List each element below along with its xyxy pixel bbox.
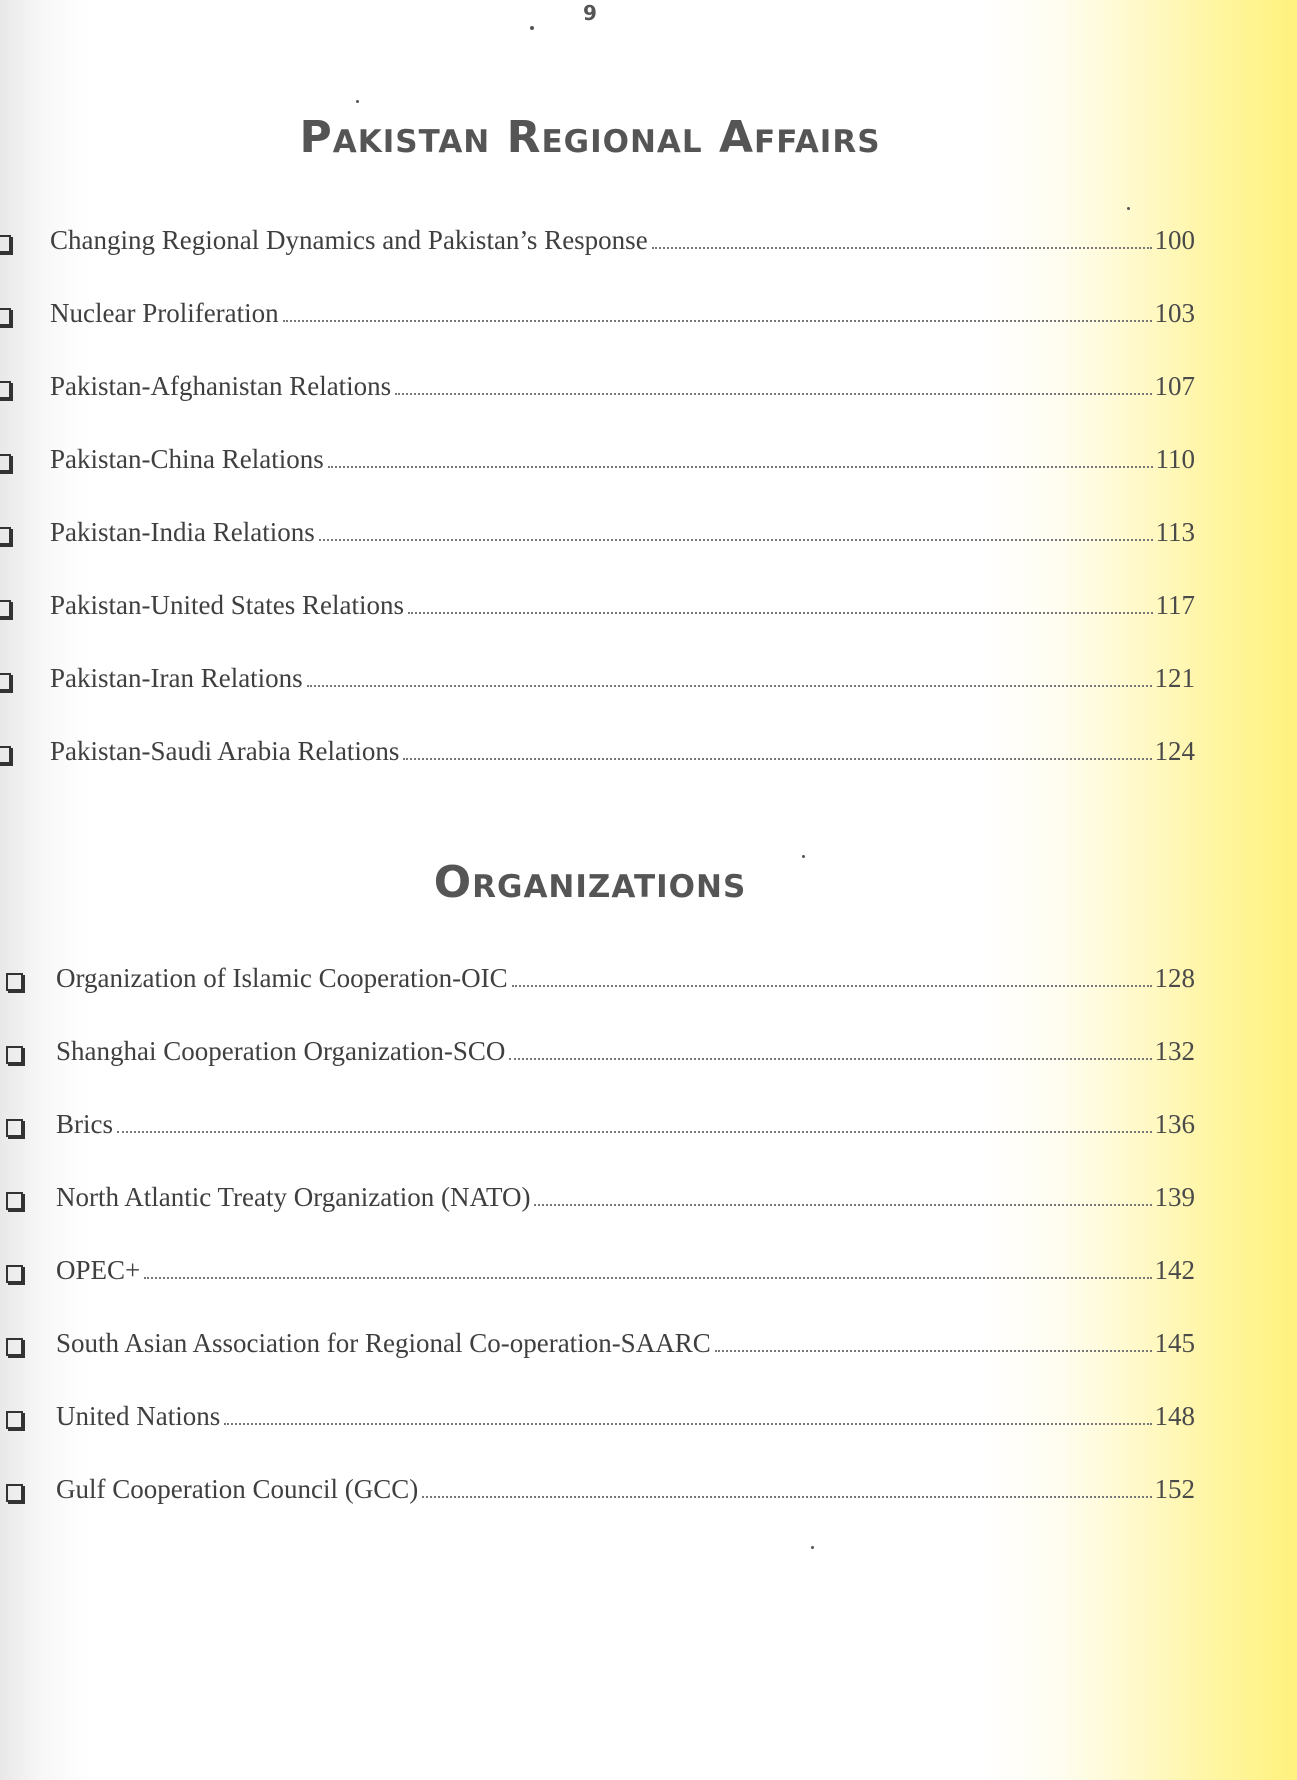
toc-list-organizations	[0, 960, 1195, 1544]
toc-row	[56, 960, 1195, 996]
checkbox-icon	[6, 1192, 23, 1210]
toc-entry-title: Pakistan-India Relations	[50, 517, 315, 547]
checkbox-icon	[6, 1046, 23, 1064]
section-title-regional-affairs: Pakistan Regional Affairs	[299, 112, 881, 163]
toc-entry-page: 132	[1154, 1036, 1195, 1066]
toc-row	[50, 368, 1195, 404]
toc-entry[interactable]	[0, 295, 1195, 368]
dot-leader	[408, 612, 1153, 614]
toc-row	[50, 587, 1195, 623]
toc-entry[interactable]	[0, 514, 1195, 587]
toc-entry-title: Pakistan-Iran Relations	[50, 663, 303, 693]
dot-leader	[512, 985, 1152, 987]
section-title-organizations: Organizations	[433, 857, 747, 908]
toc-entry[interactable]	[0, 1179, 1195, 1252]
dot-leader	[652, 247, 1152, 249]
toc-entry-title: Pakistan-China Relations	[50, 444, 324, 474]
toc-row	[56, 1033, 1195, 1069]
toc-entry-title: Nuclear Proliferation	[50, 298, 279, 328]
toc-row	[56, 1398, 1195, 1434]
toc-entry-page: 148	[1154, 1401, 1195, 1431]
toc-entry-title: North Atlantic Treaty Organization (NATO)	[56, 1182, 531, 1212]
toc-row	[50, 295, 1195, 331]
scan-speck	[1127, 207, 1130, 210]
toc-row	[50, 514, 1195, 550]
dot-leader	[715, 1350, 1152, 1352]
scan-speck	[356, 100, 359, 103]
toc-entry-title: Brics	[56, 1109, 113, 1139]
toc-entry-title: Changing Regional Dynamics and Pakistan’s Response	[50, 225, 648, 255]
toc-row	[50, 733, 1195, 769]
checkbox-icon	[0, 673, 11, 691]
toc-entry-title: Pakistan-United States Relations	[50, 590, 404, 620]
checkbox-icon	[0, 527, 11, 545]
toc-row	[56, 1325, 1195, 1361]
dot-leader	[422, 1496, 1151, 1498]
checkbox-icon	[6, 1119, 23, 1137]
dot-leader	[509, 1058, 1151, 1060]
dot-leader	[117, 1131, 1152, 1133]
toc-entry-title: South Asian Association for Regional Co-operation-SAARC	[56, 1328, 711, 1358]
toc-entry-title: Shanghai Cooperation Organization-SCO	[56, 1036, 506, 1066]
toc-row	[56, 1252, 1195, 1288]
checkbox-icon	[0, 308, 11, 326]
checkbox-icon	[6, 1265, 23, 1283]
dot-leader	[224, 1423, 1151, 1425]
toc-entry[interactable]	[0, 1033, 1195, 1106]
toc-entry-title: Gulf Cooperation Council (GCC)	[56, 1474, 419, 1504]
toc-entry-page: 136	[1154, 1109, 1195, 1139]
toc-entry-page: 117	[1155, 590, 1195, 620]
checkbox-icon	[6, 1411, 23, 1429]
dot-leader	[319, 539, 1153, 541]
checkbox-icon	[0, 600, 11, 618]
checkbox-icon	[0, 454, 11, 472]
toc-entry[interactable]	[0, 441, 1195, 514]
toc-entry[interactable]	[0, 1471, 1195, 1544]
toc-entry-page: 107	[1154, 371, 1195, 401]
dot-leader	[144, 1277, 1151, 1279]
toc-entry-page: 110	[1155, 444, 1195, 474]
toc-entry-title: Pakistan-Afghanistan Relations	[50, 371, 392, 401]
dot-leader	[403, 758, 1151, 760]
toc-list-regional-affairs	[0, 222, 1195, 806]
toc-row	[50, 222, 1195, 258]
toc-entry[interactable]	[0, 960, 1195, 1033]
toc-row	[56, 1179, 1195, 1215]
toc-entry[interactable]	[0, 368, 1195, 441]
toc-entry-page: 142	[1154, 1255, 1195, 1285]
toc-entry-page: 128	[1154, 963, 1195, 993]
toc-row	[50, 660, 1195, 696]
page-number: 9	[583, 1, 597, 25]
toc-row	[56, 1106, 1195, 1142]
toc-entry[interactable]	[0, 1106, 1195, 1179]
dot-leader	[395, 393, 1151, 395]
scan-speck	[811, 1546, 814, 1549]
checkbox-icon	[0, 746, 11, 764]
toc-entry-title: OPEC+	[56, 1255, 141, 1285]
checkbox-icon	[6, 973, 23, 991]
toc-entry[interactable]	[0, 1325, 1195, 1398]
toc-entry-title: Pakistan-Saudi Arabia Relations	[50, 736, 400, 766]
toc-entry-page: 152	[1154, 1474, 1195, 1504]
toc-entry-page: 100	[1154, 225, 1195, 255]
checkbox-icon	[0, 235, 11, 253]
toc-entry[interactable]	[0, 222, 1195, 295]
toc-row	[56, 1471, 1195, 1507]
toc-entry[interactable]	[0, 587, 1195, 660]
toc-entry[interactable]	[0, 1252, 1195, 1325]
toc-entry-title: United Nations	[56, 1401, 221, 1431]
toc-row	[50, 441, 1195, 477]
toc-entry-title: Organization of Islamic Cooperation-OIC	[56, 963, 508, 993]
toc-entry-page: 145	[1154, 1328, 1195, 1358]
toc-entry[interactable]	[0, 1398, 1195, 1471]
toc-entry-page: 121	[1154, 663, 1195, 693]
toc-entry[interactable]	[0, 733, 1195, 806]
checkbox-icon	[0, 381, 11, 399]
scan-speck	[530, 26, 534, 30]
toc-entry-page: 124	[1154, 736, 1195, 766]
toc-entry[interactable]	[0, 660, 1195, 733]
dot-leader	[328, 466, 1153, 468]
toc-entry-page: 113	[1155, 517, 1195, 547]
checkbox-icon	[6, 1484, 23, 1502]
dot-leader	[283, 320, 1152, 322]
toc-entry-page: 103	[1154, 298, 1195, 328]
toc-entry-page: 139	[1154, 1182, 1195, 1212]
dot-leader	[307, 685, 1152, 687]
dot-leader	[534, 1204, 1151, 1206]
checkbox-icon	[6, 1338, 23, 1356]
